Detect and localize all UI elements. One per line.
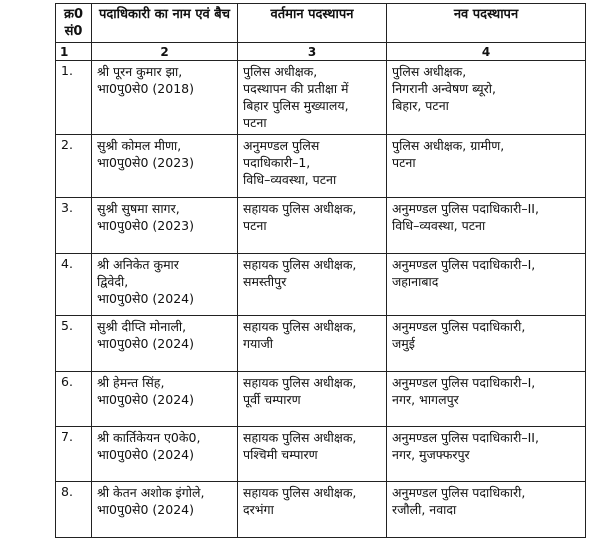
new-posting [387, 482, 586, 538]
new-posting [387, 198, 586, 254]
header-current-posting: वर्तमान पदस्थापन [238, 4, 387, 43]
officer-name-batch [92, 198, 238, 254]
table-row [56, 482, 586, 538]
serial-number: 5. [56, 316, 92, 372]
transfer-posting-table [55, 3, 586, 538]
text-line: रजौली, नवादा [392, 502, 457, 517]
text-line: विधि–व्यवस्था, पटना [392, 218, 486, 233]
column-number: 4 [387, 43, 586, 61]
officer-name-batch [92, 372, 238, 427]
header-new-posting: नव पदस्थापन [387, 4, 586, 43]
text-line: पुलिस अधीक्षक, [243, 64, 318, 79]
text-line: अनुमण्डल पुलिस पदाधिकारी, [392, 485, 526, 500]
text-line: गयाजी [243, 336, 274, 351]
text-line: अनुमण्डल पुलिस पदाधिकारी–II, [392, 430, 539, 445]
text-line: भा0पु0से0 (2024) [97, 447, 194, 462]
text-line: विधि–व्यवस्था, पटना [243, 172, 337, 187]
text-line: जहानाबाद [392, 274, 439, 289]
officer-name-batch [92, 61, 238, 135]
current-posting [238, 427, 387, 482]
current-posting [238, 198, 387, 254]
text-line: सहायक पुलिस अधीक्षक, [243, 430, 357, 445]
text-line: श्री कार्तिकेयन ए0के0, [97, 430, 201, 445]
text-line: सहायक पुलिस अधीक्षक, [243, 257, 357, 272]
new-posting [387, 61, 586, 135]
text-line: श्री पूरन कुमार झा, [97, 64, 183, 79]
text-line: अनुमण्डल पुलिस पदाधिकारी–I, [392, 257, 536, 272]
text-line: सहायक पुलिस अधीक्षक, [243, 375, 357, 390]
table-row [56, 254, 586, 316]
officer-name-batch [92, 427, 238, 482]
text-line: भा0पु0से0 (2024) [97, 502, 194, 517]
text-line: पदाधिकारी–1, [243, 155, 311, 170]
column-number: 3 [238, 43, 387, 61]
text-line: पूर्वी चम्पारण [243, 392, 301, 407]
text-line: दरभंगा [243, 502, 274, 517]
text-line: अनुमण्डल पुलिस [243, 138, 320, 153]
new-posting [387, 254, 586, 316]
serial-number: 2. [56, 135, 92, 198]
table-row [56, 61, 586, 135]
current-posting [238, 135, 387, 198]
serial-number: 4. [56, 254, 92, 316]
header-row [56, 4, 586, 43]
text-line: श्री अनिकेत कुमार [97, 257, 179, 272]
table-body [56, 61, 586, 538]
text-line: सुश्री कोमल मीणा, [97, 138, 182, 153]
serial-number: 6. [56, 372, 92, 427]
text-line: सुश्री दीप्ति मोनाली, [97, 319, 187, 334]
text-line: जमुई [392, 336, 415, 351]
serial-number: 8. [56, 482, 92, 538]
table-row [56, 427, 586, 482]
text-line: समस्तीपुर [243, 274, 287, 289]
text-line: सहायक पुलिस अधीक्षक, [243, 319, 357, 334]
new-posting [387, 316, 586, 372]
text-line: भा0पु0से0 (2024) [97, 392, 194, 407]
header-name-batch: पदाधिकारी का नाम एवं बैच [92, 4, 238, 43]
current-posting [238, 482, 387, 538]
officer-name-batch [92, 135, 238, 198]
text-line: बिहार पुलिस मुख्यालय, [243, 98, 349, 113]
text-line: भा0पु0से0 (2023) [97, 218, 194, 233]
serial-number: 3. [56, 198, 92, 254]
text-line: सुश्री सुषमा सागर, [97, 201, 180, 216]
new-posting [387, 372, 586, 427]
text-line: भा0पु0से0 (2018) [97, 81, 194, 96]
officer-name-batch [92, 254, 238, 316]
text-line: पश्चिमी चम्पारण [243, 447, 318, 462]
table-row [56, 198, 586, 254]
column-number: 1 [56, 43, 92, 61]
table-row [56, 316, 586, 372]
text-line: पदस्थापन की प्रतीक्षा में [243, 81, 349, 96]
officer-name-batch [92, 316, 238, 372]
current-posting [238, 61, 387, 135]
text-line: निगरानी अन्वेषण ब्यूरो, [392, 81, 496, 96]
new-posting [387, 135, 586, 198]
current-posting [238, 372, 387, 427]
text-line: नगर, मुजफ्फरपुर [392, 447, 470, 462]
header-serial-number: क्र0 सं0 [56, 4, 92, 43]
text-line: सहायक पुलिस अधीक्षक, [243, 485, 357, 500]
serial-number: 1. [56, 61, 92, 135]
text-line: श्री हेमन्त सिंह, [97, 375, 165, 390]
text-line: द्विवेदी, [97, 274, 129, 289]
column-number-row [56, 43, 586, 61]
text-line: भा0पु0से0 (2023) [97, 155, 194, 170]
text-line: भा0पु0से0 (2024) [97, 291, 194, 306]
text-line: अनुमण्डल पुलिस पदाधिकारी–I, [392, 375, 536, 390]
column-number: 2 [92, 43, 238, 61]
text-line: पटना [392, 155, 416, 170]
text-line: भा0पु0से0 (2024) [97, 336, 194, 351]
current-posting [238, 316, 387, 372]
text-line: अनुमण्डल पुलिस पदाधिकारी, [392, 319, 526, 334]
text-line: श्री केतन अशोक इंगोले, [97, 485, 205, 500]
current-posting [238, 254, 387, 316]
text-line: बिहार, पटना [392, 98, 449, 113]
table-row [56, 372, 586, 427]
new-posting [387, 427, 586, 482]
officer-name-batch [92, 482, 238, 538]
table-row [56, 135, 586, 198]
text-line: पुलिस अधीक्षक, [392, 64, 467, 79]
text-line: पटना [243, 218, 267, 233]
text-line: पटना [243, 115, 267, 130]
text-line: पुलिस अधीक्षक, ग्रामीण, [392, 138, 505, 153]
text-line: अनुमण्डल पुलिस पदाधिकारी–II, [392, 201, 539, 216]
serial-number: 7. [56, 427, 92, 482]
text-line: नगर, भागलपुर [392, 392, 459, 407]
text-line: सहायक पुलिस अधीक्षक, [243, 201, 357, 216]
